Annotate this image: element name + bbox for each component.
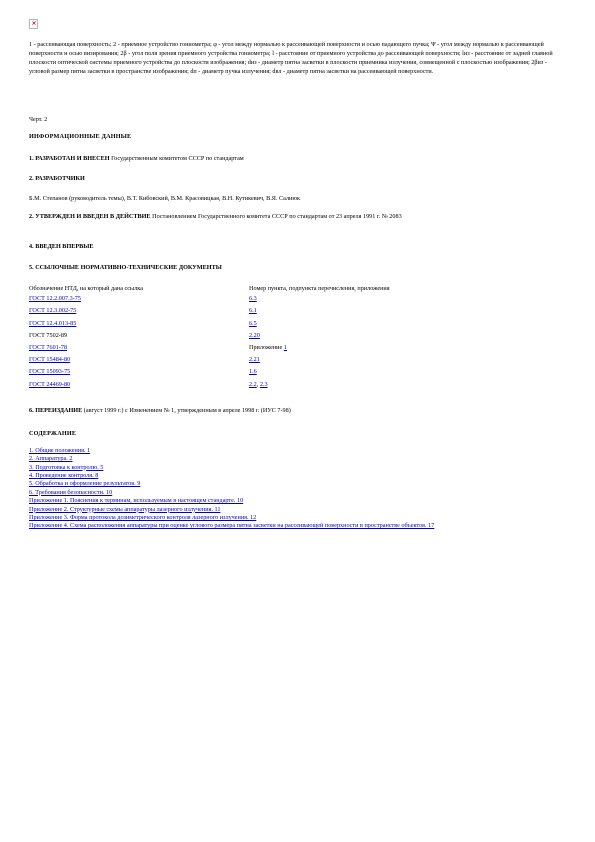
section-introduced: 4. ВВЕДЕН ВПЕРВЫЕ xyxy=(29,243,94,250)
point-prefix: Приложение xyxy=(249,343,284,351)
toc-item xyxy=(29,522,569,530)
doc-link[interactable]: ГОСТ 12.4.013-85 xyxy=(29,319,77,327)
section-reissue xyxy=(29,407,569,416)
doc-link[interactable]: ГОСТ 12.3.002-75 xyxy=(29,307,77,315)
point-cell xyxy=(249,368,569,380)
point-link[interactable]: 2.2 xyxy=(249,380,257,388)
info-heading: ИНФОРМАЦИОННЫЕ ДАННЫЕ xyxy=(29,133,132,140)
column-header-point: Номер пункта, подпункта перечисления, приложения xyxy=(249,284,390,292)
doc-cell xyxy=(29,356,249,368)
toc-item xyxy=(29,447,569,455)
toc-link[interactable]: Приложение 4. Схема расположения аппаратуры при оценке углового размера пятна засветки на рассеивающей поверхности в пространстве объектов. 17 xyxy=(29,522,435,530)
table-body xyxy=(29,295,569,393)
section-text: (август 1999 г.) с Изменением № 1, утвержденным в апреле 1998 г. (ИУС 7-98) xyxy=(82,407,291,414)
toc-link[interactable]: Приложение 1. Пояснения к терминам, используемым в настоящем стандарте. 10 xyxy=(29,497,244,505)
toc-link[interactable]: Приложение 2. Структурные схемы аппаратуры лазерного излучения. 11 xyxy=(29,505,221,513)
toc-item xyxy=(29,455,569,463)
point-cell xyxy=(249,307,569,319)
doc-cell xyxy=(29,295,249,307)
table-row xyxy=(29,368,569,380)
toc-item xyxy=(29,464,569,472)
toc-item xyxy=(29,472,569,480)
point-link[interactable]: 1.6 xyxy=(249,368,257,376)
doc-link[interactable]: ГОСТ 15484-80 xyxy=(29,356,71,364)
toc-item xyxy=(29,480,569,488)
table-row xyxy=(29,320,569,332)
table-row xyxy=(29,295,569,307)
point-cell xyxy=(249,295,569,307)
toc-link[interactable]: 5. Обработка и оформление результатов. 9 xyxy=(29,480,141,488)
table-of-contents xyxy=(29,447,569,531)
toc-link[interactable]: 4. Проведение контроля. 8 xyxy=(29,472,99,480)
broken-image-placeholder[interactable] xyxy=(29,19,38,29)
doc-cell xyxy=(29,332,249,344)
table-row xyxy=(29,344,569,356)
column-header-doc: Обозначение НТД, на который дана ссылка xyxy=(29,284,143,292)
table-row xyxy=(29,332,569,344)
toc-link[interactable]: Приложение 3. Форма протокола дозиметрического контроля лазерного излучения. 12 xyxy=(29,513,257,521)
toc-link[interactable]: 3. Подготовка к контролю. 5 xyxy=(29,463,104,471)
doc-link[interactable]: ГОСТ 7601-78 xyxy=(29,343,68,351)
doc-cell xyxy=(29,368,249,380)
figure-label: Черт. 2 xyxy=(29,116,48,123)
point-link[interactable]: 1 xyxy=(283,343,287,351)
section-text: Постановлением Государственного комитета СССР по стандартам от 23 апреля 1991 г. № 2083 xyxy=(150,213,402,220)
point-cell xyxy=(249,332,569,344)
toc-item xyxy=(29,497,569,505)
doc-link[interactable]: ГОСТ 24469-80 xyxy=(29,380,71,388)
section-developers-heading: 2. РАЗРАБОТЧИКИ xyxy=(29,175,85,182)
point-link[interactable]: 2.20 xyxy=(249,331,260,339)
point-link[interactable]: 6.5 xyxy=(249,319,257,327)
broken-image-icon: × xyxy=(31,20,37,27)
point-cell xyxy=(249,344,569,356)
table-row xyxy=(29,356,569,368)
section-approved xyxy=(29,213,569,222)
section-title: 1. РАЗРАБОТАН И ВНЕСЕН xyxy=(29,155,110,162)
point-link[interactable]: 2.3 xyxy=(259,380,268,388)
doc-cell xyxy=(29,320,249,332)
section-text: Государственным комитетом СССР по стандартам xyxy=(109,155,244,162)
point-link[interactable]: 6.1 xyxy=(249,307,257,315)
doc-text: ГОСТ 7502-89 xyxy=(29,331,68,339)
toc-item xyxy=(29,514,569,522)
contents-heading: СОДЕРЖАНИЕ xyxy=(29,430,77,437)
section-developed-by xyxy=(29,155,569,164)
section-title: 6. ПЕРЕИЗДАНИЕ xyxy=(29,407,83,414)
figure-caption: 1 - рассеивающая поверхность; 2 - приемное устройство гониометра; φ - угол между нормалью к рассеивающей поверхности и осью падающего пучка; Ψ - угол между нормалью к рассеивающей поверхности и осью визирования; 2β - угол поля зрения приемного устройства гониометра; l - расстояние от приемного устройства до рассеивающей поверхности; lиз - расстояние от задней главной плоскости оптической системы приемного устройства до плоскости изображения; dиз - диаметр пятна засветки в плоскости приемника излучения, совмещенной с плоскостью изображения; 2βиз - угловой размер пятна засветки в пространстве изображения; dп - диаметр пучка излучения; dвл - диаметр пятна засветки на рассеивающей поверхности. xyxy=(29,41,553,75)
toc-link[interactable]: 1. Общие положения. 1 xyxy=(29,447,91,454)
point-cell xyxy=(249,356,569,368)
doc-link[interactable]: ГОСТ 12.2.007.3-75 xyxy=(29,295,81,303)
doc-cell xyxy=(29,344,249,356)
table-row xyxy=(29,307,569,319)
toc-item xyxy=(29,489,569,497)
doc-link[interactable]: ГОСТ 15093-75 xyxy=(29,368,71,376)
doc-cell xyxy=(29,307,249,319)
toc-item xyxy=(29,506,569,514)
point-link[interactable]: 6.3 xyxy=(249,295,257,303)
developers-list: Б.М. Степанов (руководитель темы), В.Т. Кибовский, В.М. Красовицкая, В.Н. Кутикевич, В.Я. Салиюк xyxy=(29,195,300,202)
point-cell: 2.2, 2.3 xyxy=(249,380,268,388)
point-link[interactable]: 2.21 xyxy=(249,356,260,364)
table-row xyxy=(29,381,569,393)
toc-link[interactable]: 6. Требования безопасности. 10 xyxy=(29,488,113,496)
table-header-row xyxy=(29,283,569,295)
doc-cell xyxy=(29,381,249,393)
section-references-heading: 5. ССЫЛОЧНЫЕ НОРМАТИВНО-ТЕХНИЧЕСКИЕ ДОКУМЕНТЫ xyxy=(29,264,222,271)
toc-link[interactable]: 2. Аппаратура. 2 xyxy=(29,455,73,463)
section-title: 2. УТВЕРЖДЕН И ВВЕДЕН В ДЕЙСТВИЕ xyxy=(29,213,151,220)
point-cell xyxy=(249,320,569,332)
references-table xyxy=(29,283,569,393)
